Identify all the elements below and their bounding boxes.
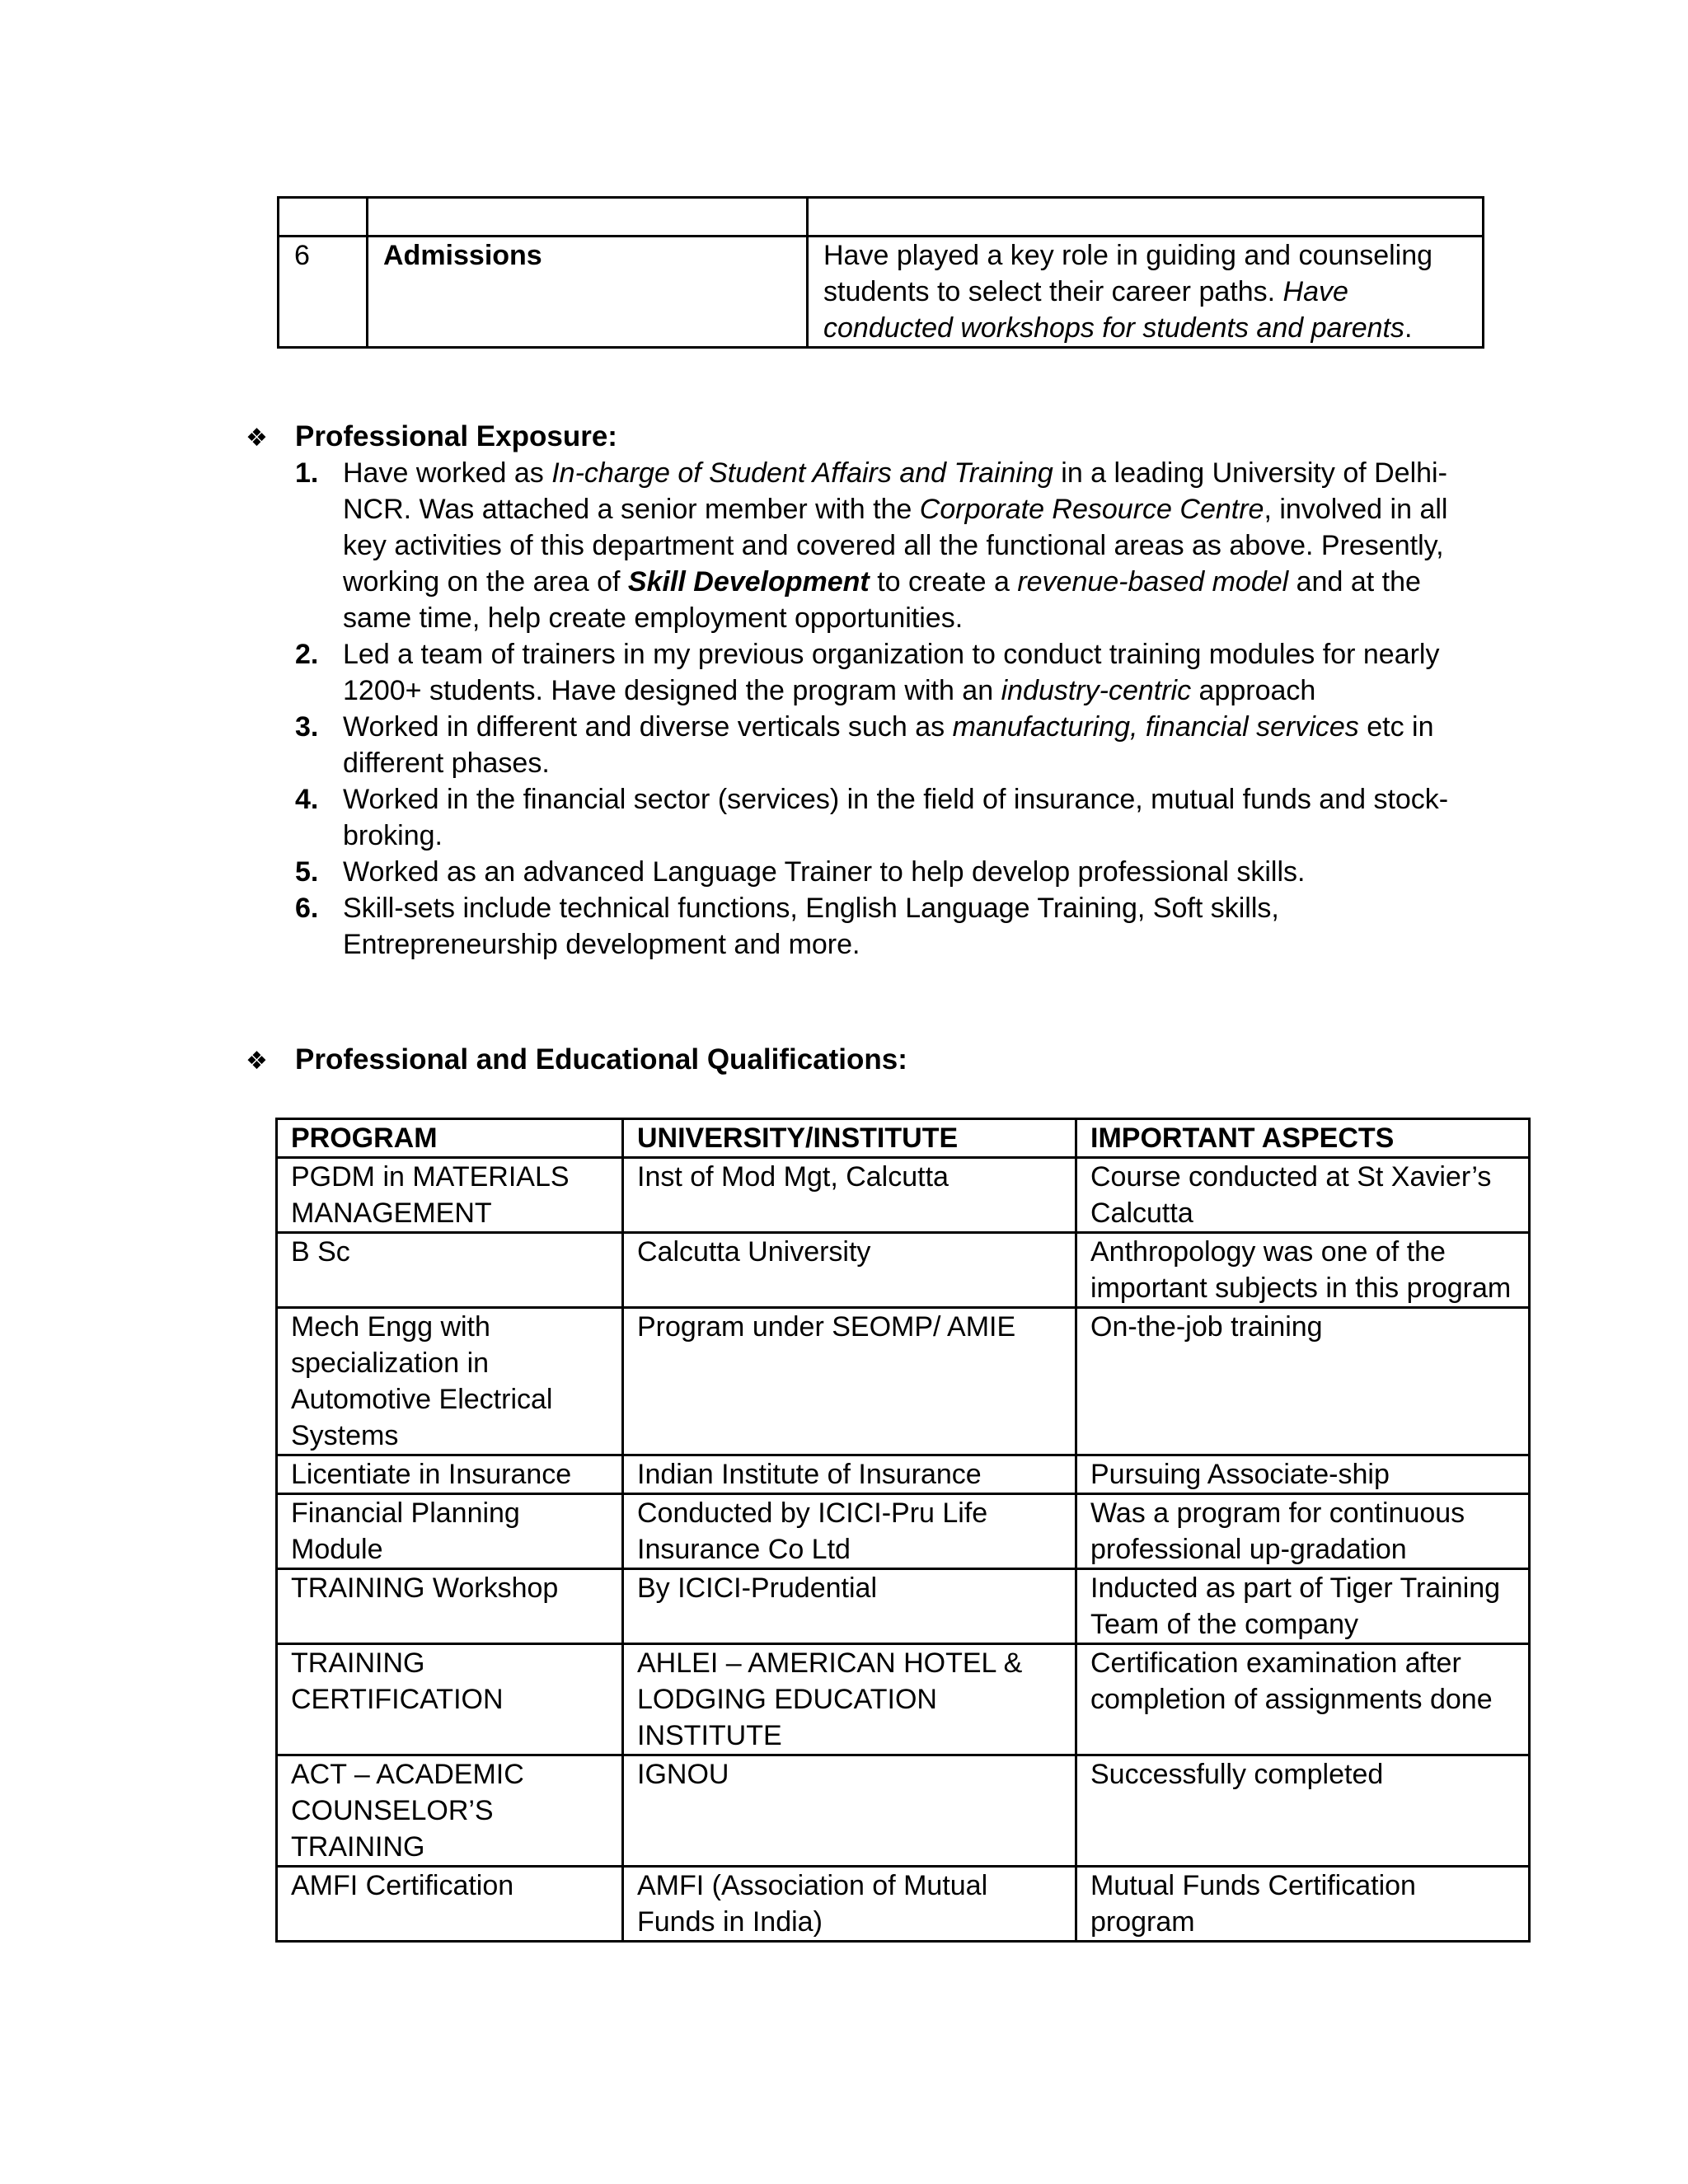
- text: and at the same time, help create employment opportunities.: [343, 566, 1421, 634]
- italic-text: revenue-based model: [1017, 566, 1289, 598]
- table-row: [277, 1233, 1530, 1308]
- program-cell: Mech Engg with specialization in Automotive Electrical Systems: [277, 1308, 623, 1455]
- institute-cell: Program under SEOMP/ AMIE: [623, 1308, 1076, 1455]
- qualifications-table: [275, 1118, 1531, 1943]
- column-header: IMPORTANT ASPECTS: [1076, 1119, 1530, 1158]
- exposure-heading: [246, 419, 617, 457]
- institute-cell: Calcutta University: [623, 1233, 1076, 1308]
- institute-cell: Conducted by ICICI-Pru Life Insurance Co Ltd: [623, 1494, 1076, 1569]
- list-number: 4.: [295, 784, 319, 815]
- exposure-list: [290, 455, 1493, 963]
- aspects-cell: Mutual Funds Certification program: [1076, 1867, 1530, 1942]
- diamond-bullet-icon: ❖: [246, 1047, 268, 1075]
- italic-text: Corporate Resource Centre: [919, 494, 1264, 525]
- program-cell: AMFI Certification: [277, 1867, 623, 1942]
- exposure-heading-text: Professional Exposure:: [295, 420, 617, 452]
- institute-cell: By ICICI-Prudential: [623, 1569, 1076, 1644]
- text: Worked in the financial sector (services) in the field of insurance, mutual funds and stock-broking.: [343, 784, 1449, 851]
- program-cell: Licentiate in Insurance: [277, 1455, 623, 1494]
- program-cell: ACT – ACADEMIC COUNSELOR’S TRAINING: [277, 1755, 623, 1867]
- table-row: [277, 1755, 1530, 1867]
- institute-cell: AMFI (Association of Mutual Funds in India): [623, 1867, 1076, 1942]
- program-cell: PGDM in MATERIALS MANAGEMENT: [277, 1158, 623, 1233]
- role-description: [808, 237, 1484, 348]
- desc-text: Have played a key role in guiding and counseling students to select their career paths.: [823, 240, 1433, 307]
- table-cell: [368, 198, 808, 237]
- aspects-cell: On-the-job training: [1076, 1308, 1530, 1455]
- italic-text: manufacturing, financial services: [952, 711, 1359, 743]
- bold-italic-text: Skill Development: [627, 566, 870, 598]
- table-row: [277, 1158, 1530, 1233]
- text: approach: [1191, 675, 1316, 706]
- text: Skill-sets include technical functions, English Language Training, Soft skills, Entrepreneurship development and more.: [343, 893, 1279, 960]
- table-row: [277, 1644, 1530, 1755]
- aspects-cell: Pursuing Associate-ship: [1076, 1455, 1530, 1494]
- aspects-cell: Certification examination after completion of assignments done: [1076, 1644, 1530, 1755]
- program-cell: TRAINING Workshop: [277, 1569, 623, 1644]
- text: , involved in all key activities of this department and covered all the functional areas as above. Presently, working on the area of: [343, 494, 1448, 598]
- list-number: 3.: [295, 711, 319, 743]
- diamond-bullet-icon: ❖: [246, 424, 268, 452]
- table-row: [279, 198, 1484, 237]
- program-cell: Financial Planning Module: [277, 1494, 623, 1569]
- column-header: PROGRAM: [277, 1119, 623, 1158]
- text: Worked as an advanced Language Trainer to help develop professional skills.: [343, 856, 1306, 888]
- aspects-cell: Course conducted at St Xavier’s Calcutta: [1076, 1158, 1530, 1233]
- list-number: 1.: [295, 457, 319, 489]
- table-row: [277, 1308, 1530, 1455]
- institute-cell: AHLEI – AMERICAN HOTEL & LODGING EDUCATION INSTITUTE: [623, 1644, 1076, 1755]
- list-number: 2.: [295, 639, 319, 670]
- text: Have worked as: [343, 457, 552, 489]
- text: in a leading University of Delhi-NCR. Was attached a senior member with the: [343, 457, 1447, 525]
- list-item: [290, 854, 1493, 890]
- roles-table: [277, 196, 1484, 349]
- text: to create a: [869, 566, 1018, 598]
- text: Led a team of trainers in my previous organization to conduct training modules for nearly 1200+ students. Have designed the program with an: [343, 639, 1440, 706]
- list-item: [290, 636, 1493, 709]
- table-row: [279, 237, 1484, 348]
- row-number: 6: [279, 237, 368, 348]
- italic-text: In-charge of Student Affairs and Training: [551, 457, 1053, 489]
- table-header-row: [277, 1119, 1530, 1158]
- text: Worked in different and diverse verticals such as: [343, 711, 953, 743]
- list-number: 6.: [295, 893, 319, 924]
- italic-text: industry-centric: [1001, 675, 1192, 706]
- aspects-cell: Successfully completed: [1076, 1755, 1530, 1867]
- program-cell: B Sc: [277, 1233, 623, 1308]
- qualifications-heading-text: Professional and Educational Qualifications:: [295, 1043, 907, 1076]
- role-area: Admissions: [368, 237, 808, 348]
- column-header: UNIVERSITY/INSTITUTE: [623, 1119, 1076, 1158]
- list-item: [290, 455, 1493, 636]
- table-row: [277, 1455, 1530, 1494]
- table-row: [277, 1569, 1530, 1644]
- list-item: [290, 709, 1493, 781]
- table-row: [277, 1494, 1530, 1569]
- program-cell: TRAINING CERTIFICATION: [277, 1644, 623, 1755]
- list-item: [290, 781, 1493, 854]
- aspects-cell: Was a program for continuous professional up-gradation: [1076, 1494, 1530, 1569]
- institute-cell: Inst of Mod Mgt, Calcutta: [623, 1158, 1076, 1233]
- list-item: [290, 890, 1493, 963]
- table-cell: [279, 198, 368, 237]
- desc-italic-text: Have conducted workshops for students and parents: [823, 276, 1404, 344]
- institute-cell: Indian Institute of Insurance: [623, 1455, 1076, 1494]
- text: etc in different phases.: [343, 711, 1434, 779]
- list-number: 5.: [295, 856, 319, 888]
- table-cell: [808, 198, 1484, 237]
- qualifications-heading: [246, 1042, 907, 1080]
- desc-end-text: .: [1404, 312, 1413, 344]
- aspects-cell: Anthropology was one of the important subjects in this program: [1076, 1233, 1530, 1308]
- table-row: [277, 1867, 1530, 1942]
- institute-cell: IGNOU: [623, 1755, 1076, 1867]
- aspects-cell: Inducted as part of Tiger Training Team of the company: [1076, 1569, 1530, 1644]
